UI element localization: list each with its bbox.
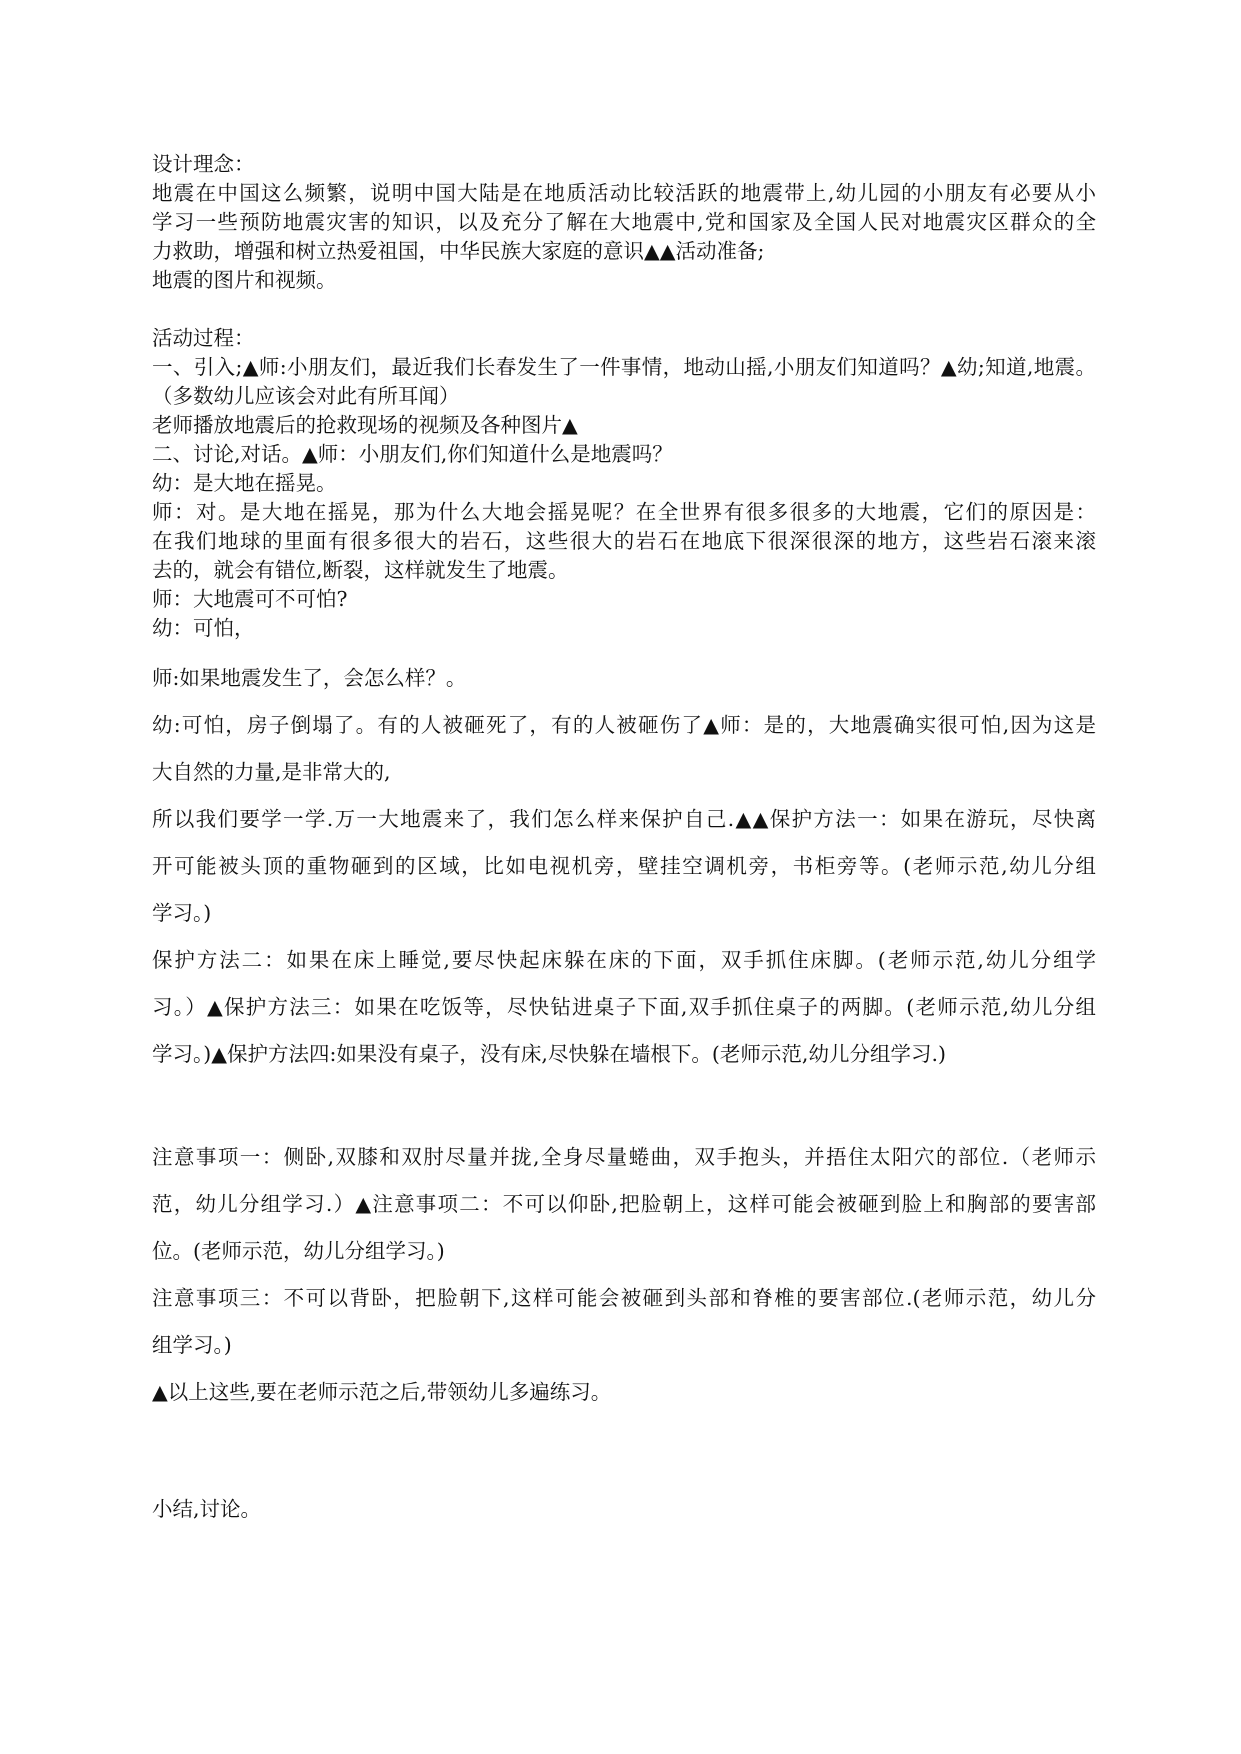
discussion-line-2: 幼:可怕，房子倒塌了。有的人被砸死了，有的人被砸伤了▲师：是的，大地震确实很可怕,因为这是 (152, 713, 1096, 737)
concept-line-4: 地震的图片和视频。 (152, 268, 337, 292)
discussion-line-8: 习。）▲保护方法三：如果在吃饭等，尽快钻进桌子下面,双手抓住桌子的两脚。(老师示范,幼儿分组 (152, 995, 1096, 1019)
notes-line-2: 范，幼儿分组学习.）▲注意事项二：不可以仰卧,把脸朝上，这样可能会被砸到脸上和胸部的要害部 (152, 1192, 1096, 1216)
concept-line-2: 学习一些预防地震灾害的知识，以及充分了解在大地震中,党和国家及全国人民对地震灾区群众的全 (152, 210, 1096, 234)
notes-line-4: 注意事项三：不可以背卧，把脸朝下,这样可能会被砸到头部和脊椎的要害部位.(老师示范，幼儿分 (152, 1286, 1096, 1310)
process-line-5: 幼：是大地在摇晃。 (152, 471, 337, 495)
concept-line-1: 地震在中国这么频繁，说明中国大陆是在地质活动比较活跃的地震带上,幼儿园的小朋友有必要从小 (152, 181, 1096, 205)
discussion-line-5: 开可能被头顶的重物砸到的区域，比如电视机旁，壁挂空调机旁，书柜旁等。(老师示范,幼儿分组 (152, 854, 1096, 878)
process-line-7: 在我们地球的里面有很多很大的岩石，这些很大的岩石在地底下很深很深的地方，这些岩石滚来滚 (152, 529, 1096, 553)
spacer (152, 295, 1096, 324)
process-line-4: 二、讨论,对话。▲师：小朋友们,你们知道什么是地震吗？ (152, 442, 673, 466)
process-line-2: （多数幼儿应该会对此有所耳闻） (152, 384, 460, 408)
process-line-3: 老师播放地震后的抢救现场的视频及各种图片▲ (152, 413, 578, 437)
spacer (152, 1078, 1096, 1134)
process-title: 活动过程： (152, 326, 255, 350)
concept-title: 设计理念： (152, 152, 255, 176)
notes-line-5: 组学习。) (152, 1333, 232, 1357)
process-line-6: 师：对。是大地在摇晃，那为什么大地会摇晃呢？在全世界有很多很多的大地震，它们的原因是： (152, 500, 1096, 524)
discussion-line-6: 学习。) (152, 901, 212, 925)
discussion-line-7: 保护方法二：如果在床上睡觉,要尽快起床躲在床的下面，双手抓住床脚。(老师示范,幼儿分组学 (152, 948, 1096, 972)
process-line-10: 幼：可怕， (152, 616, 255, 640)
notes-line-1: 注意事项一：侧卧,双膝和双肘尽量并拢,全身尽量蜷曲，双手抱头，并捂住太阳穴的部位.（老师示 (152, 1145, 1096, 1169)
discussion-line-4: 所以我们要学一学.万一大地震来了，我们怎么样来保护自己.▲▲保护方法一：如果在游玩，尽快离 (152, 807, 1096, 831)
spacer (152, 643, 1096, 655)
document-page (152, 150, 1096, 1533)
concept-line-3: 力救助，增强和树立热爱祖国，中华民族大家庭的意识▲▲活动准备; (152, 239, 765, 263)
process-line-8: 去的，就会有错位,断裂，这样就发生了地震。 (152, 558, 569, 582)
summary-line: 小结,讨论。 (152, 1497, 262, 1521)
spacer (152, 1416, 1096, 1486)
process-line-9: 师：大地震可不可怕? (152, 587, 348, 611)
discussion-line-1: 师:如果地震发生了，会怎么样？。 (152, 666, 467, 690)
notes-line-6: ▲以上这些,要在老师示范之后,带领幼儿多遍练习。 (152, 1380, 612, 1404)
process-line-1: 一、引入;▲师:小朋友们，最近我们长春发生了一件事情，地动山摇,小朋友们知道吗？▲幼;知道,地震。 (152, 355, 1096, 379)
notes-line-3: 位。(老师示范，幼儿分组学习。) (152, 1239, 445, 1263)
discussion-line-9: 学习。)▲保护方法四:如果没有桌子，没有床,尽快躲在墙根下。(老师示范,幼儿分组学习.) (152, 1042, 946, 1066)
discussion-line-3: 大自然的力量,是非常大的, (152, 760, 391, 784)
